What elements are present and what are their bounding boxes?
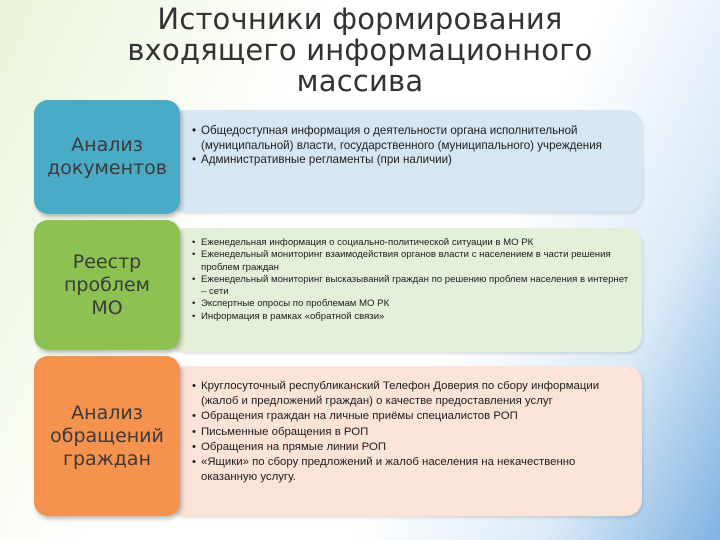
title-line: массива [296, 64, 424, 98]
content-box-appeals [170, 366, 642, 516]
title-line: Источники формирования [157, 2, 563, 36]
list-item: • Обращения граждан на личные приёмы специалистов РОП [192, 409, 632, 424]
list-item: • Информация в рамках «обратной связи» [192, 311, 636, 323]
label-box-appeals [34, 356, 180, 516]
label-line: Анализ [71, 401, 143, 424]
list-item: • Круглосуточный республиканский Телефон Доверия по сбору информации (жалоб и предложений граждан) о качестве предоставления услуг [192, 379, 632, 409]
label-box-documents [34, 100, 180, 214]
label-line: проблем [64, 273, 150, 296]
list-item: • Административные регламенты (при наличии) [192, 153, 632, 168]
content-list [192, 379, 632, 485]
page-title [80, 4, 640, 97]
content-list [192, 124, 632, 168]
list-item: • Экспертные опросы по проблемам МО РК [192, 298, 636, 310]
content-box-problems [170, 228, 642, 352]
list-item: • Общедоступная информация о деятельности органа исполнительной (муниципальной) власти, государственного (муниципального) учреждения [192, 124, 632, 153]
list-item: • Еженедельная информация о социально-политической ситуации в МО РК [192, 237, 636, 249]
list-item: • Обращения на прямые линии РОП [192, 440, 632, 455]
content-box-documents [170, 110, 642, 212]
content-list [192, 237, 636, 323]
label-line: обращений [50, 424, 164, 447]
label-line: граждан [62, 447, 151, 470]
label-line: документов [47, 157, 167, 179]
label-line: Анализ [71, 134, 143, 156]
list-item: • Письменные обращения в РОП [192, 425, 632, 440]
title-line: входящего информационного [127, 33, 593, 67]
list-item: • Еженедельный мониторинг взаимодействия органов власти с населением в части решения проблем граждан [192, 249, 636, 274]
label-line: МО [91, 296, 123, 319]
list-item: • Еженедельный мониторинг высказываний граждан по решению проблем населения в интернет – сети [192, 274, 636, 299]
label-box-problems [34, 220, 180, 350]
label-line: Реестр [72, 250, 142, 273]
list-item: • «Ящики» по сбору предложений и жалоб населения на некачественно оказанную услугу. [192, 455, 632, 485]
